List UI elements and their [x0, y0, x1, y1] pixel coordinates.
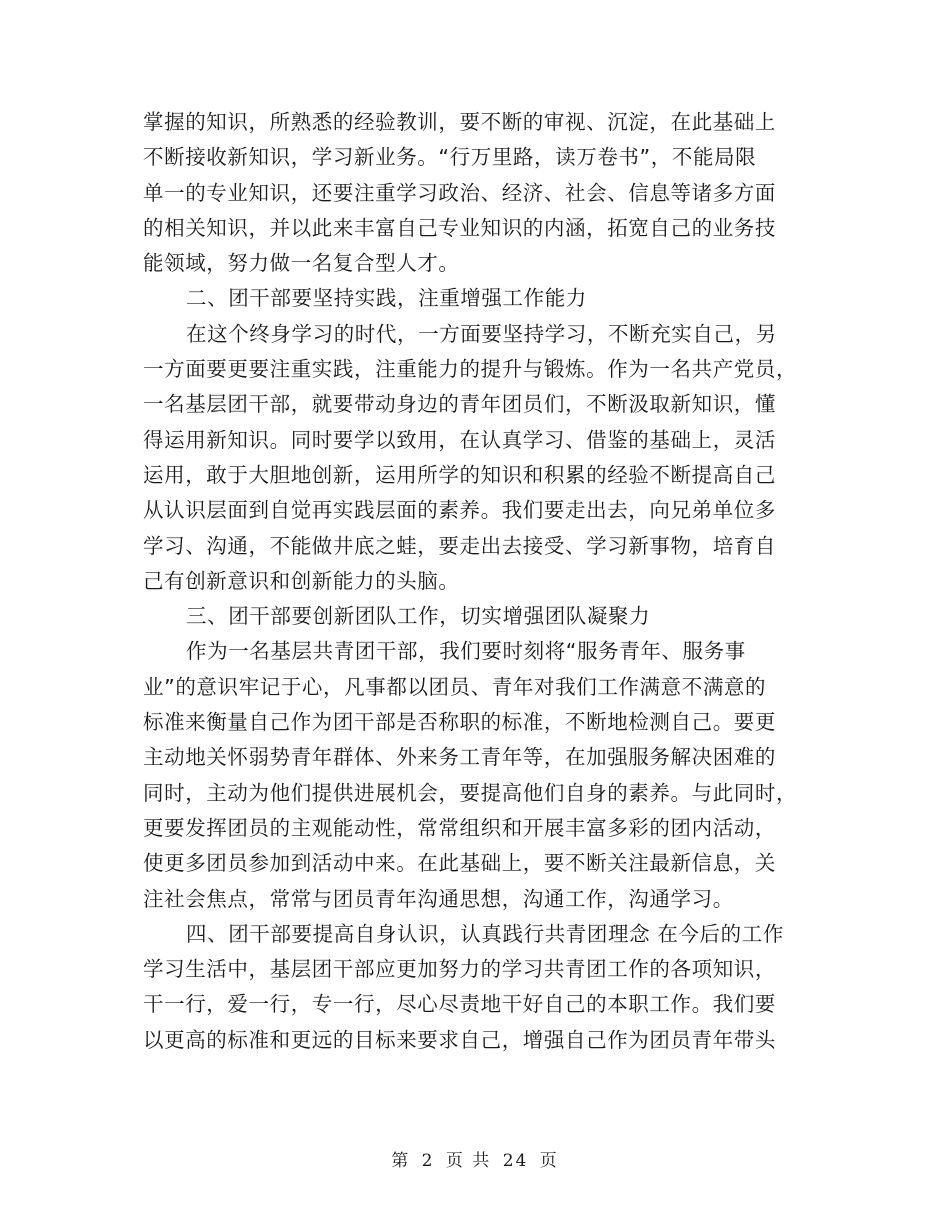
- text-line: 己有创新意识和创新能力的头脑。: [143, 568, 460, 593]
- text-line: 学习、沟通，不能做井底之蛙，要走出去接受、学习新事物，培育自: [143, 533, 776, 558]
- text-line: 得运用新知识。同时要学以致用，在认真学习、借鉴的基础上，灵活: [143, 427, 776, 452]
- text-line: 一方面要更要注重实践，注重能力的提升与锻炼。作为一名共产党员，: [143, 357, 798, 382]
- text-line: 更要发挥团员的主观能动性，常常组织和开展丰富多彩的团内活动，: [143, 815, 776, 840]
- text-line: 同时，主动为他们提供进展机会，要提高他们自身的素养。与此同时，: [143, 780, 798, 805]
- text-line: 不断接收新知识，学习新业务。“行万里路，读万卷书”，不能局限: [143, 145, 757, 170]
- section-heading: 三、团干部要创新团队工作，切实增强团队凝聚力: [186, 604, 651, 629]
- section-heading: 四、团干部要提高自身认识，认真践行共青团理念 在今后的工作: [186, 921, 784, 946]
- text-line: 一名基层团干部，就要带动身边的青年团员们，不断汲取新知识，懂: [143, 392, 776, 417]
- text-line: 业”的意识牢记于心，凡事都以团员、青年对我们工作满意不满意的: [143, 674, 767, 699]
- text-line: 主动地关怀弱势青年群体、外来务工青年等，在加强服务解决困难的: [143, 745, 776, 770]
- text-line: 注社会焦点，常常与团员青年沟通思想，沟通工作，沟通学习。: [143, 886, 734, 911]
- text-line: 的相关知识，并以此来丰富自己专业知识的内涵，拓宽自己的业务技: [143, 215, 776, 240]
- text-line: 学习生活中，基层团干部应更加努力的学习共青团工作的各项知识，: [143, 957, 776, 982]
- text-line: 以更高的标准和更远的目标来要求自己，增强自己作为团员青年带头: [143, 1027, 776, 1052]
- footer-suffix: 页: [539, 1151, 559, 1171]
- section-heading: 二、团干部要坚持实践，注重增强工作能力: [186, 286, 587, 311]
- footer-prefix: 第: [391, 1151, 411, 1171]
- page-footer: [0, 1146, 950, 1171]
- text-line: 使更多团员参加到活动中来。在此基础上，要不断关注最新信息，关: [143, 851, 776, 876]
- footer-middle: 页 共: [445, 1151, 492, 1171]
- document-body: [143, 105, 808, 1058]
- text-line: 运用，敢于大胆地创新，运用所学的知识和积累的经验不断提高自己: [143, 462, 776, 487]
- page-number: 2: [421, 1151, 435, 1171]
- text-line: 掌握的知识，所熟悉的经验教训，要不断的审视、沉淀，在此基础上: [143, 110, 776, 134]
- text-line: 在这个终身学习的时代，一方面要坚持学习，不断充实自己，另: [186, 321, 777, 346]
- text-line: 干一行，爱一行，专一行，尽心尽责地干好自己的本职工作。我们要: [143, 992, 776, 1017]
- text-line: 标准来衡量自己作为团干部是否称职的标准，不断地检测自己。要更: [143, 710, 776, 735]
- text-line: 从认识层面到自觉再实践层面的素养。我们要走出去，向兄弟单位多: [143, 498, 776, 523]
- text-line: 能领域，努力做一名复合型人才。: [143, 251, 460, 276]
- text-line: 单一的专业知识，还要注重学习政治、经济、社会、信息等诸多方面: [143, 180, 776, 205]
- total-pages: 24: [502, 1151, 529, 1171]
- text-line: 作为一名基层共青团干部，我们要时刻将“服务青年、服务事: [186, 639, 746, 664]
